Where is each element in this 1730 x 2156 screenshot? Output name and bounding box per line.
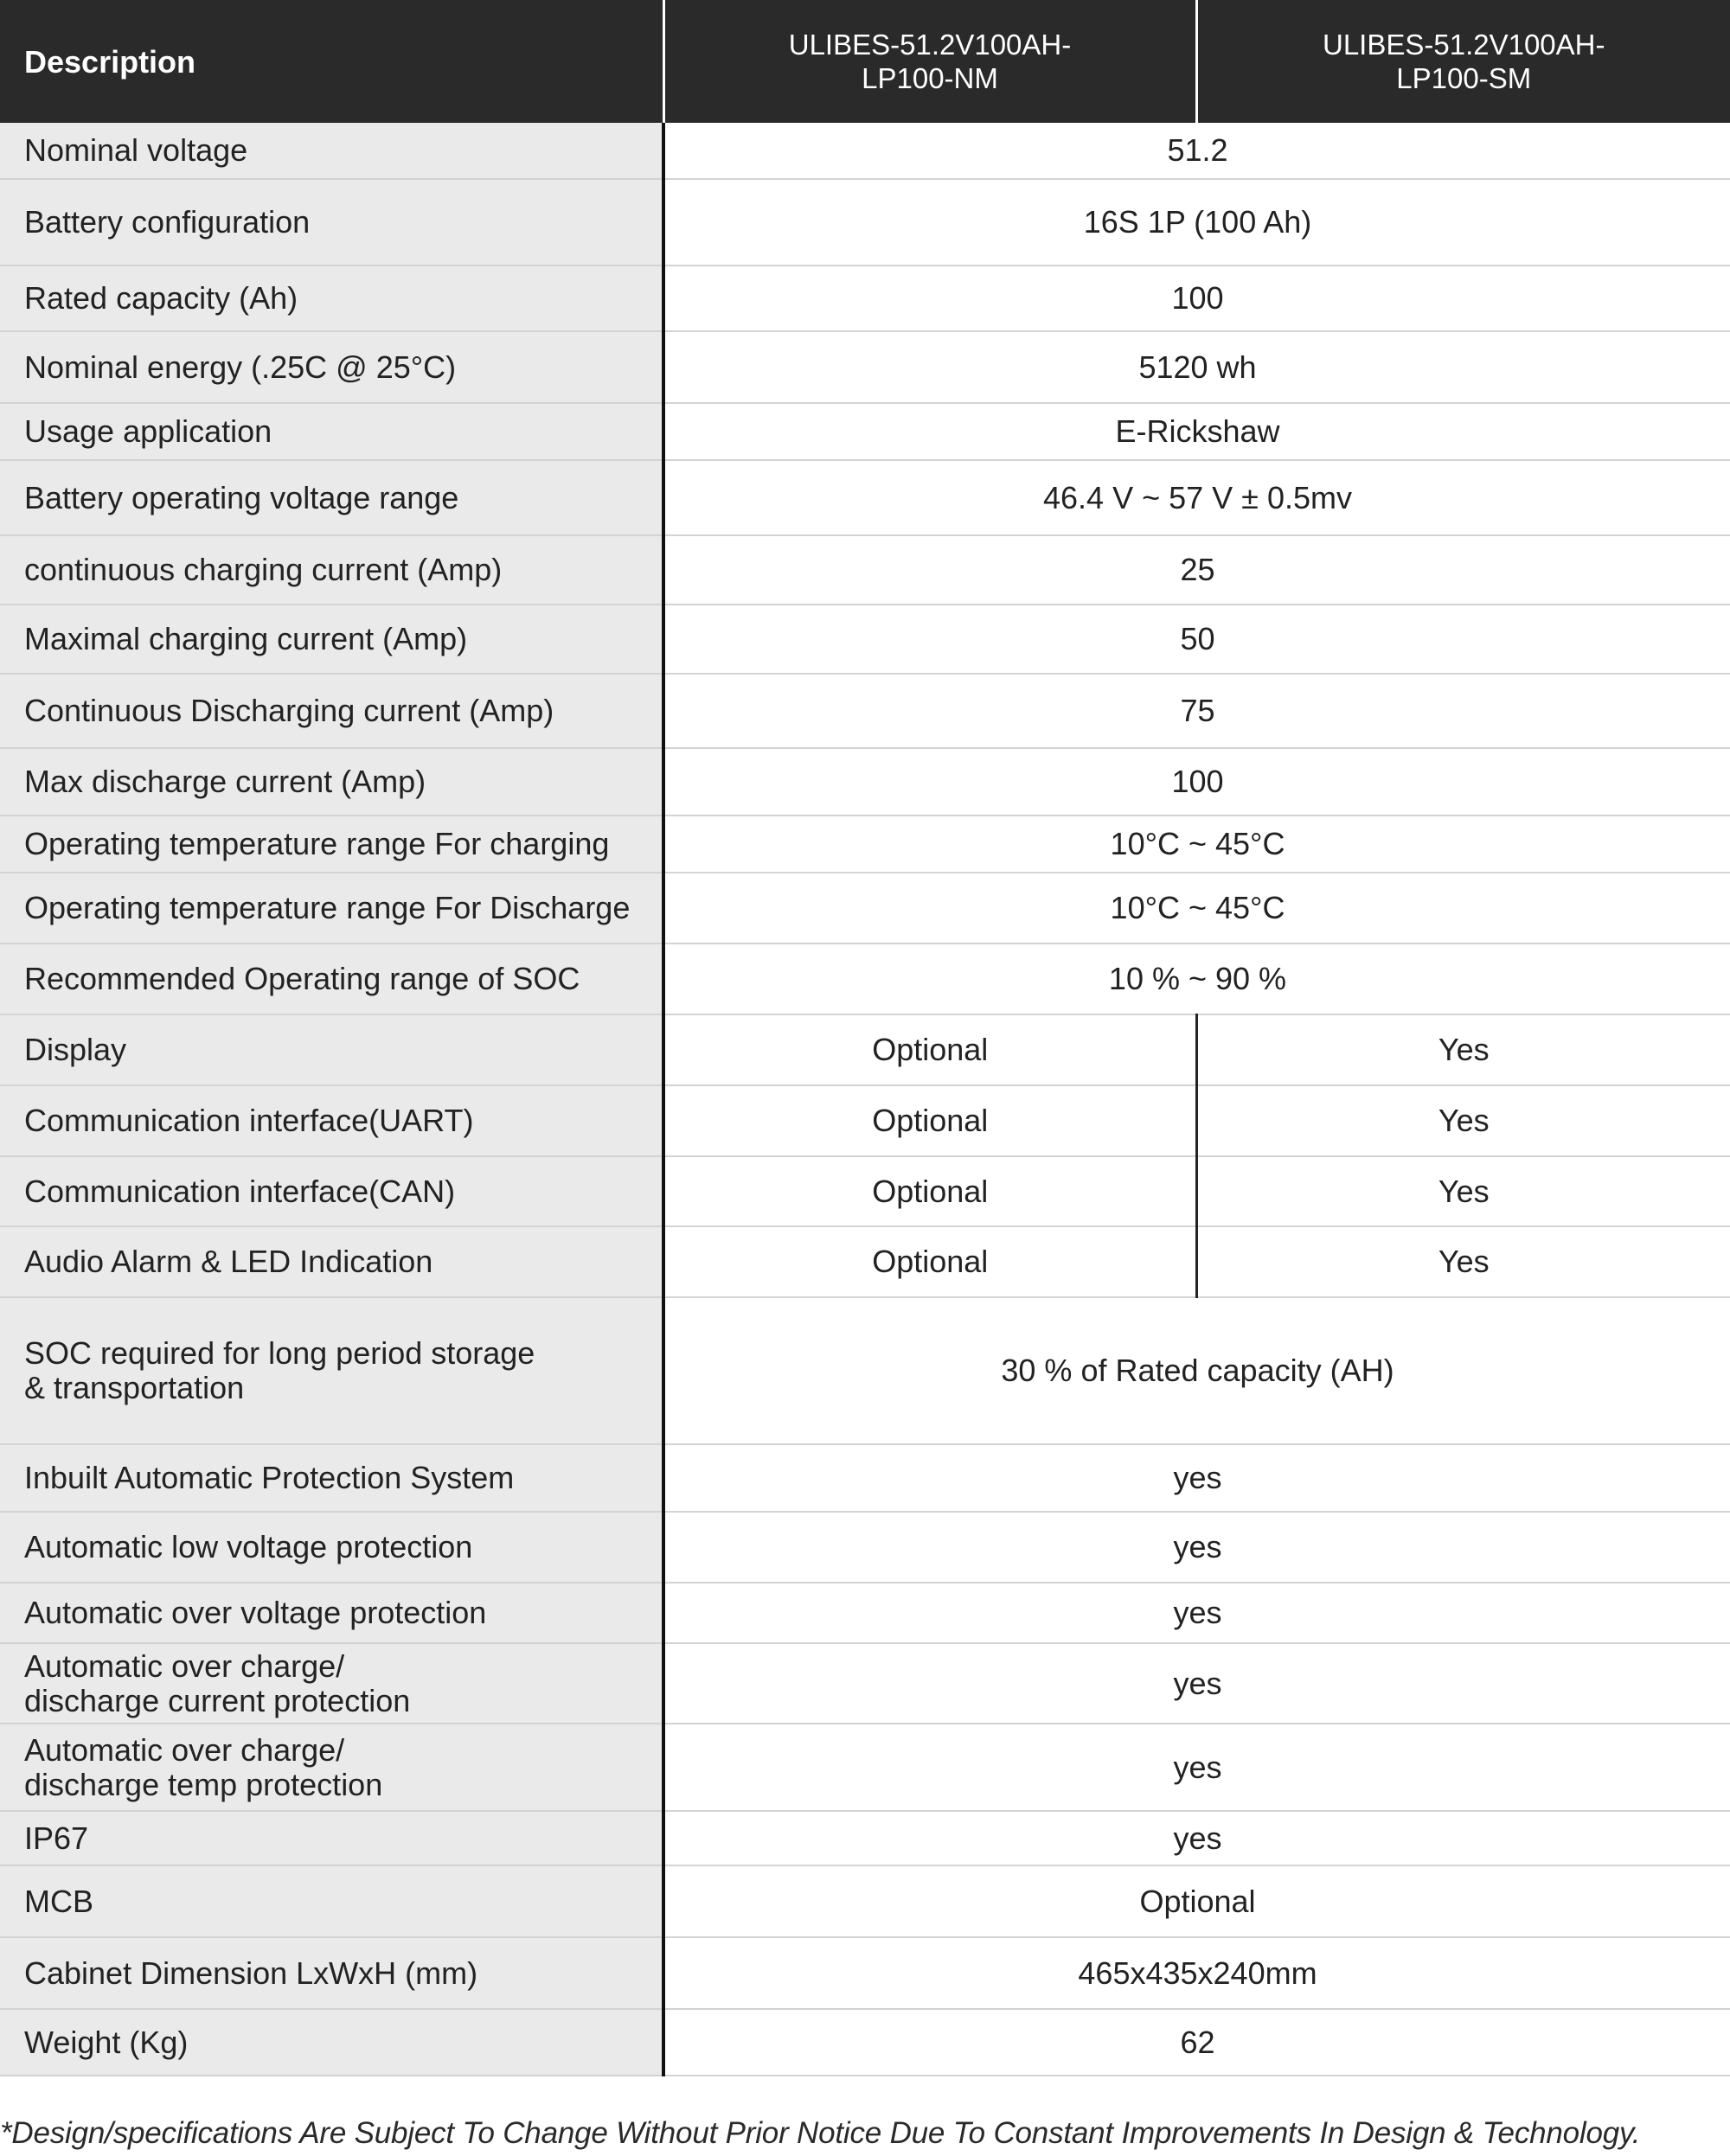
spec-value: 465x435x240mm: [663, 1937, 1730, 2009]
spec-label: Cabinet Dimension LxWxH (mm): [0, 1937, 663, 2009]
table-row: [0, 605, 1730, 674]
table-row: [0, 1444, 1730, 1512]
spec-label: SOC required for long period storage & transportation: [0, 1297, 663, 1444]
table-row: [0, 873, 1730, 944]
spec-value: 16S 1P (100 Ah): [663, 179, 1730, 266]
spec-label: Display: [0, 1014, 663, 1085]
table-row: [0, 748, 1730, 816]
table-row: [0, 123, 1730, 179]
header-model-sm-label: ULIBES-51.2V100AH- LP100-SM: [1322, 29, 1605, 94]
spec-value-nm: Optional: [663, 1014, 1196, 1085]
spec-label: MCB: [0, 1865, 663, 1937]
table-row: [0, 674, 1730, 748]
table-row: [0, 331, 1730, 403]
spec-value-nm: Optional: [663, 1226, 1196, 1297]
spec-value: 51.2: [663, 123, 1730, 179]
spec-value: yes: [663, 1724, 1730, 1811]
spec-value-nm: Optional: [663, 1085, 1196, 1156]
header-model-nm: [663, 0, 1196, 123]
spec-label: Recommended Operating range of SOC: [0, 944, 663, 1014]
spec-value: 75: [663, 674, 1730, 748]
spec-label: Automatic over voltage protection: [0, 1583, 663, 1643]
table-row: [0, 1014, 1730, 1085]
table-row: [0, 2009, 1730, 2076]
spec-value: 10°C ~ 45°C: [663, 873, 1730, 944]
spec-value: Optional: [663, 1865, 1730, 1937]
table-row: [0, 1811, 1730, 1865]
table-row: [0, 1937, 1730, 2009]
spec-value: 5120 wh: [663, 331, 1730, 403]
table-row: [0, 1583, 1730, 1643]
table-row: [0, 816, 1730, 873]
spec-value: 100: [663, 266, 1730, 331]
spec-value: yes: [663, 1643, 1730, 1724]
spec-label: Maximal charging current (Amp): [0, 605, 663, 674]
spec-label: Automatic over charge/ discharge current protection: [0, 1643, 663, 1724]
spec-value: 30 % of Rated capacity (AH): [663, 1297, 1730, 1444]
spec-label: Weight (Kg): [0, 2009, 663, 2076]
spec-table-body: [0, 123, 1730, 2076]
spec-value-sm: Yes: [1196, 1085, 1730, 1156]
spec-label: Automatic low voltage protection: [0, 1512, 663, 1583]
table-row: [0, 1226, 1730, 1297]
spec-label: Operating temperature range For Discharge: [0, 873, 663, 944]
spec-value: 100: [663, 748, 1730, 816]
spec-label: Communication interface(UART): [0, 1085, 663, 1156]
spec-value: yes: [663, 1583, 1730, 1643]
spec-label: Audio Alarm & LED Indication: [0, 1226, 663, 1297]
table-row: [0, 1643, 1730, 1724]
spec-value: yes: [663, 1444, 1730, 1512]
spec-value: 50: [663, 605, 1730, 674]
spec-value: yes: [663, 1811, 1730, 1865]
spec-label: Usage application: [0, 403, 663, 460]
spec-label: Battery operating voltage range: [0, 460, 663, 535]
table-header-row: [0, 0, 1730, 123]
spec-label: Battery configuration: [0, 179, 663, 266]
spec-value: 62: [663, 2009, 1730, 2076]
spec-label: continuous charging current (Amp): [0, 535, 663, 605]
table-row: [0, 1297, 1730, 1444]
table-row: [0, 535, 1730, 605]
spec-value-sm: Yes: [1196, 1014, 1730, 1085]
spec-label: Automatic over charge/ discharge temp protection: [0, 1724, 663, 1811]
spec-value: 10°C ~ 45°C: [663, 816, 1730, 873]
spec-value: E-Rickshaw: [663, 403, 1730, 460]
table-row: [0, 403, 1730, 460]
table-row: [0, 1156, 1730, 1226]
spec-label: Communication interface(CAN): [0, 1156, 663, 1226]
spec-value: 10 % ~ 90 %: [663, 944, 1730, 1014]
spec-label: Nominal voltage: [0, 123, 663, 179]
header-model-sm: [1196, 0, 1730, 123]
table-row: [0, 944, 1730, 1014]
table-row: [0, 179, 1730, 266]
header-description: Description: [0, 0, 663, 123]
spec-value: 25: [663, 535, 1730, 605]
spec-value: 46.4 V ~ 57 V ± 0.5mv: [663, 460, 1730, 535]
spec-label: Operating temperature range For charging: [0, 816, 663, 873]
spec-label: Max discharge current (Amp): [0, 748, 663, 816]
spec-value: yes: [663, 1512, 1730, 1583]
spec-value-nm: Optional: [663, 1156, 1196, 1226]
spec-value-sm: Yes: [1196, 1156, 1730, 1226]
spec-label: Inbuilt Automatic Protection System: [0, 1444, 663, 1512]
header-model-nm-label: ULIBES-51.2V100AH- LP100-NM: [788, 29, 1072, 94]
footnote: *Design/specifications Are Subject To Change Without Prior Notice Due To Constant Improvements In Design & Technology.: [0, 2116, 1641, 2150]
table-row: [0, 1512, 1730, 1583]
spec-label: Nominal energy (.25C @ 25°C): [0, 331, 663, 403]
table-row: [0, 266, 1730, 331]
table-row: [0, 1724, 1730, 1811]
spec-value-sm: Yes: [1196, 1226, 1730, 1297]
spec-label: Rated capacity (Ah): [0, 266, 663, 331]
table-row: [0, 1085, 1730, 1156]
spec-label: Continuous Discharging current (Amp): [0, 674, 663, 748]
table-row: [0, 1865, 1730, 1937]
spec-label: IP67: [0, 1811, 663, 1865]
table-row: [0, 460, 1730, 535]
